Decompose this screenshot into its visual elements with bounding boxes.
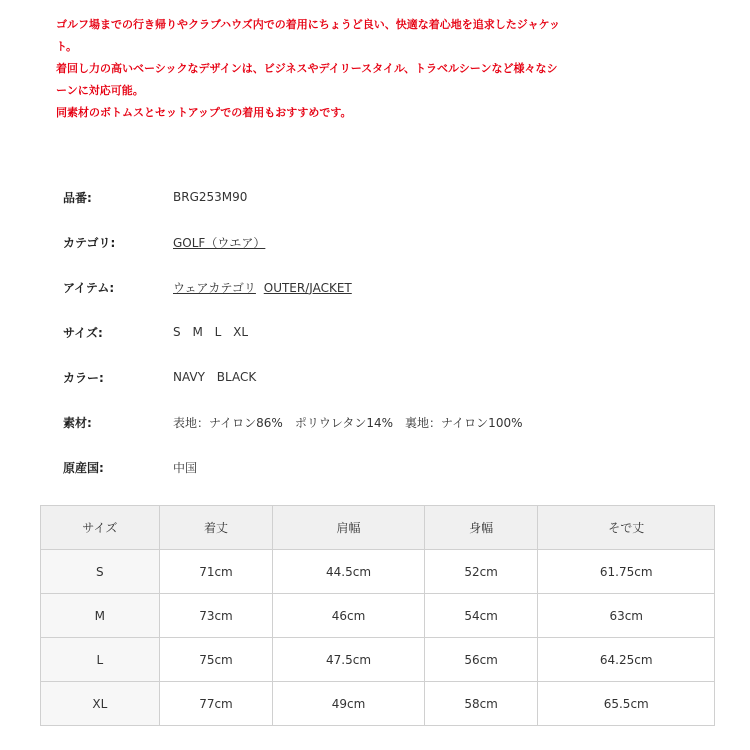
table-header-row — [41, 506, 715, 550]
table-cell: S — [41, 550, 160, 594]
category-link[interactable]: GOLF（ウエア） — [173, 235, 266, 250]
description-line: ト。 — [56, 40, 78, 53]
size-chart-table — [40, 505, 715, 726]
table-header: 肩幅 — [273, 506, 424, 550]
table-header: 身幅 — [424, 506, 538, 550]
table-cell: 46cm — [273, 594, 424, 638]
color-option: BLACK — [216, 370, 257, 384]
table-header: そで丈 — [538, 506, 715, 550]
table-header: サイズ — [41, 506, 160, 550]
size-values — [173, 325, 256, 339]
description-line: 同素材のボトムスとセットアップでの着用もおすすめです。 — [56, 106, 352, 119]
table-cell: 73cm — [159, 594, 273, 638]
spec-list — [63, 186, 703, 501]
origin-value: 中国 — [173, 460, 198, 475]
item-number: BRG253M90 — [173, 190, 248, 204]
spec-label: 品番: — [63, 190, 92, 205]
spec-label: カテゴリ: — [63, 235, 116, 250]
product-description — [56, 14, 696, 124]
table-cell: 49cm — [273, 682, 424, 726]
wear-category-link[interactable]: ウェアカテゴリ — [173, 280, 256, 295]
table-cell: L — [41, 638, 160, 682]
spec-label: サイズ: — [63, 325, 103, 340]
color-values — [173, 370, 264, 384]
table-row — [41, 638, 715, 682]
material-value: 表地：ナイロン86% ポリウレタン14% 裏地：ナイロン100% — [173, 415, 523, 430]
size-option: XL — [233, 325, 249, 339]
table-cell: 65.5cm — [538, 682, 715, 726]
table-cell: 63cm — [538, 594, 715, 638]
table-row — [41, 550, 715, 594]
spec-row-origin — [63, 456, 703, 478]
table-cell: 58cm — [424, 682, 538, 726]
table-row — [41, 594, 715, 638]
size-option: L — [214, 325, 222, 339]
color-option: NAVY — [173, 370, 205, 384]
spec-row-item-no — [63, 186, 703, 208]
spec-label: 原産国: — [63, 460, 104, 475]
size-option: S — [173, 325, 181, 339]
size-option: M — [192, 325, 203, 339]
spec-label: アイテム: — [63, 280, 115, 295]
table-cell: M — [41, 594, 160, 638]
table-cell: 47.5cm — [273, 638, 424, 682]
table-cell: XL — [41, 682, 160, 726]
category-value — [173, 234, 269, 251]
table-cell: 77cm — [159, 682, 273, 726]
spec-row-category — [63, 231, 703, 253]
table-cell: 56cm — [424, 638, 538, 682]
spec-label: 素材: — [63, 415, 92, 430]
table-cell: 52cm — [424, 550, 538, 594]
spec-row-color — [63, 366, 703, 388]
table-cell: 75cm — [159, 638, 273, 682]
table-cell: 54cm — [424, 594, 538, 638]
table-header: 着丈 — [159, 506, 273, 550]
table-cell: 44.5cm — [273, 550, 424, 594]
spec-label: カラー: — [63, 370, 104, 385]
spec-row-size — [63, 321, 703, 343]
table-cell: 71cm — [159, 550, 273, 594]
outer-jacket-link[interactable]: OUTER/JACKET — [263, 280, 352, 295]
spec-row-item — [63, 276, 703, 298]
item-value — [173, 279, 356, 296]
description-line: 着回し力の高いベーシックなデザインは、ビジネスやデイリースタイル、トラベルシーンなど様々なシ — [56, 62, 558, 75]
table-cell: 64.25cm — [538, 638, 715, 682]
table-row — [41, 682, 715, 726]
description-line: ゴルフ場までの行き帰りやクラブハウズ内での着用にちょうど良い、快適な着心地を追求したジャケッ — [56, 18, 561, 31]
spec-row-material — [63, 411, 703, 433]
table-cell: 61.75cm — [538, 550, 715, 594]
description-line: ーンに対応可能。 — [56, 84, 144, 97]
